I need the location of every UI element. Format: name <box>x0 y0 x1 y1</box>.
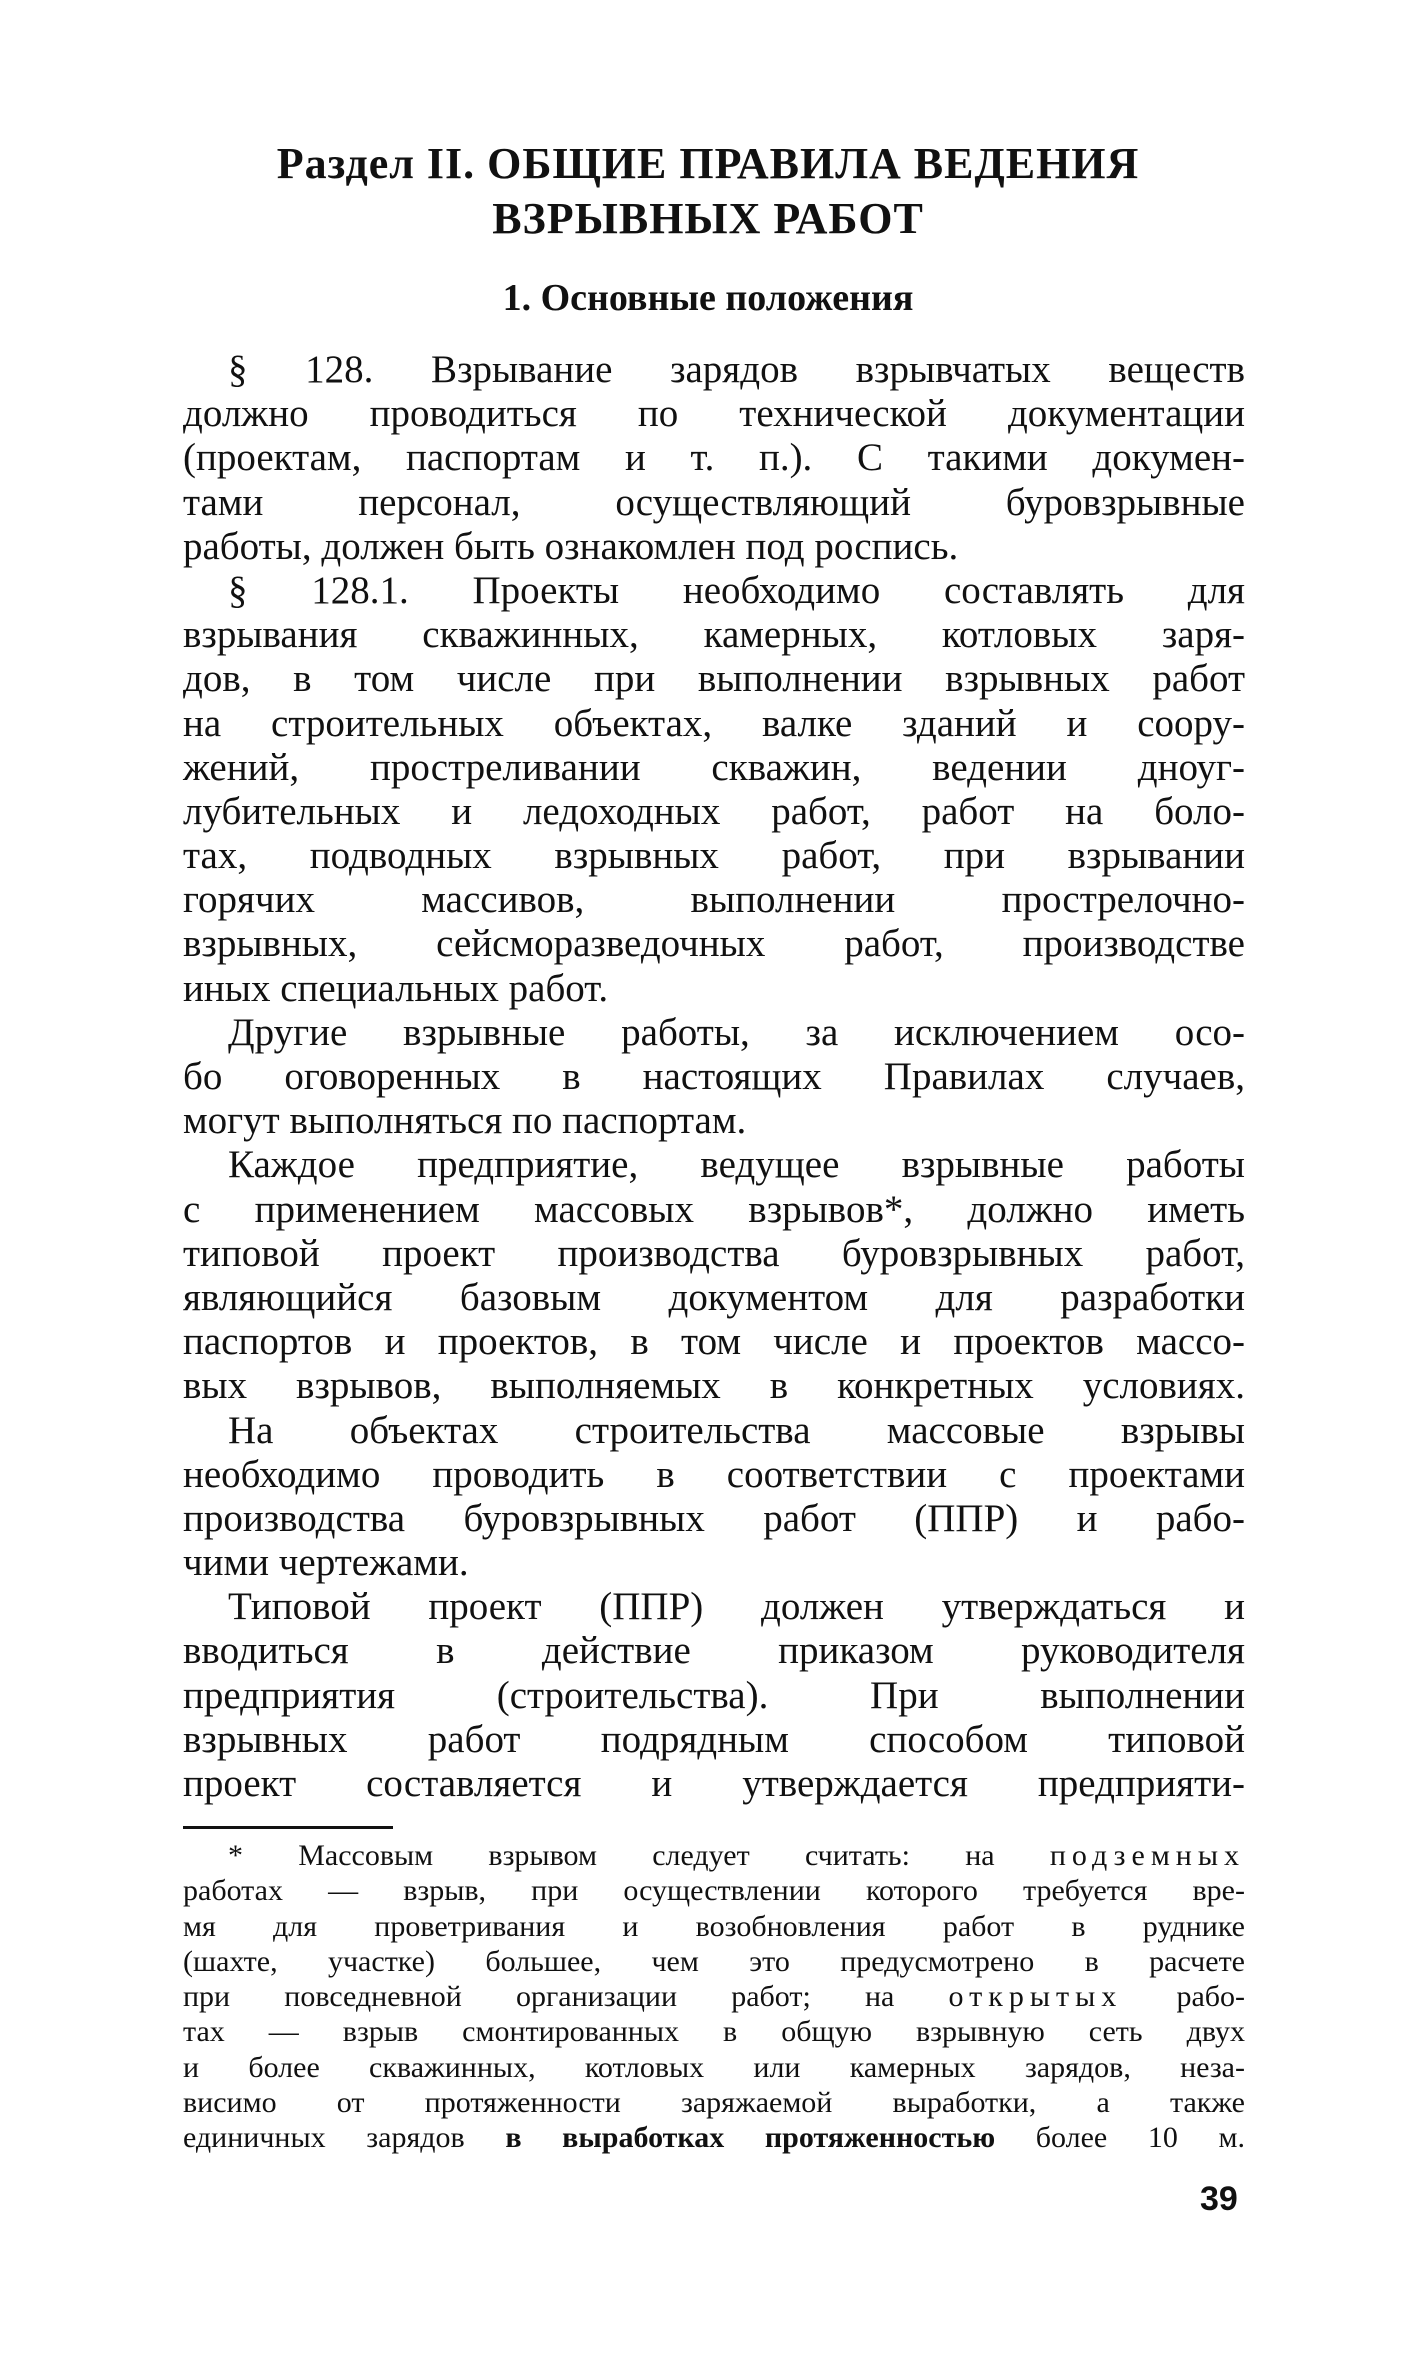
footnote-line <box>183 1979 1245 2014</box>
text-line: лубительных и ледоходных работ, работ на боло- <box>183 789 1245 833</box>
footnote-emphasis: открытых <box>948 1980 1123 2014</box>
text-line: § 128.1. Проекты необходимо составлять для <box>228 568 1245 612</box>
text-line: вых взрывов, выполняемых в конкретных условиях. <box>183 1364 1245 1408</box>
text-line: типовой проект производства буровзрывных работ, <box>183 1231 1245 1275</box>
text-line: иных специальных работ. <box>183 966 609 1010</box>
text-line: с применением массовых взрывов*, должно иметь <box>183 1187 1245 1231</box>
text-line: должно проводиться по технической документации <box>183 392 1245 436</box>
text-line: работы, должен быть ознакомлен под роспись. <box>183 524 959 568</box>
text-line: На объектах строительства массовые взрывы <box>228 1408 1245 1452</box>
paragraph <box>183 1585 1245 1806</box>
page-number: 39 <box>1200 2180 1238 2218</box>
footnote-text: рабо- <box>1176 1980 1246 2014</box>
text-line: необходимо проводить в соответствии с проектами <box>183 1452 1245 1496</box>
footnote-divider <box>183 1826 393 1829</box>
text-line: являющийся базовым документом для разработки <box>183 1275 1245 1319</box>
paragraph <box>183 1143 1245 1408</box>
footnote-line: висимо от протяженности заряжаемой выработки, а также <box>183 2086 1245 2120</box>
text-line: взрывных работ подрядным способом типовой <box>183 1717 1245 1761</box>
paragraph-128-1 <box>183 569 1245 1011</box>
footnote-line: мя для проветривания и возобновления работ в руднике <box>183 1909 1245 1943</box>
section-title-line2: ВЗРЫВНЫХ РАБОТ <box>492 194 924 243</box>
text-line: дов, в том числе при выполнении взрывных работ <box>183 657 1245 701</box>
text-line: бо оговоренных в настоящих Правилах случаев, <box>183 1055 1245 1098</box>
footnote-text: более 10 м. <box>1035 2121 1245 2155</box>
text-line: вводиться в действие приказом руководителя <box>183 1629 1245 1673</box>
section-title: Раздел II. ОБЩИЕ ПРАВИЛА ВЕДЕНИЯ <box>276 139 1140 188</box>
text-line: предприятия (строительства). При выполнении <box>183 1673 1245 1717</box>
text-line: § 128. Взрывание зарядов взрывчатых веществ <box>228 348 1245 391</box>
footnote-emphasis: подземных <box>1049 1839 1246 1872</box>
text-line: взрывных, сейсморазведочных работ, производстве <box>183 922 1245 966</box>
footnote-line: и более скважинных, котловых или камерных зарядов, неза- <box>183 2050 1245 2084</box>
text-line: Другие взрывные работы, за исключением осо- <box>228 1010 1245 1054</box>
text-line: взрывания скважинных, камерных, котловых заря- <box>183 613 1245 657</box>
footnote <box>183 1838 1245 2156</box>
text-line: паспортов и проектов, в том числе и проектов массо- <box>183 1320 1245 1364</box>
text-line: Типовой проект (ППР) должен утверждаться и <box>228 1585 1245 1629</box>
footnote-text: единичных зарядов <box>183 2121 465 2155</box>
footnote-text: * Массовым взрывом следует считать: на <box>228 1839 995 1872</box>
text-line: горячих массивов, выполнении прострелочно- <box>183 878 1245 922</box>
footnote-line: работах — взрыв, при осуществлении которого требуется вре- <box>183 1874 1245 1908</box>
paragraph <box>183 1011 1245 1144</box>
text-line: могут выполняться по паспортам. <box>183 1099 747 1143</box>
text-line: производства буровзрывных работ (ППР) и рабо- <box>183 1496 1245 1540</box>
footnote-bold-text: в выработках протяженностью <box>505 2121 996 2155</box>
text-line: тами персонал, осуществляющий буровзрывные <box>183 480 1245 524</box>
footnote-line <box>183 1838 1245 1873</box>
text-line: жений, простреливании скважин, ведении дноуг- <box>183 745 1245 789</box>
subsection-title: 1. Основные положения <box>502 277 914 319</box>
footnote-text: при повседневной организации работ; на <box>183 1980 895 2014</box>
text-line: (проектам, паспортам и т. п.). С такими докумен- <box>183 436 1245 480</box>
text-line: тах, подводных взрывных работ, при взрывании <box>183 834 1245 878</box>
body-text <box>183 348 1245 1806</box>
footnote-line: (шахте, участке) большее, чем это предусмотрено в расчете <box>183 1944 1245 1978</box>
paragraph <box>183 1409 1245 1586</box>
text-line: чими чертежами. <box>183 1541 469 1585</box>
text-line: на строительных объектах, валке зданий и соору- <box>183 701 1245 745</box>
paragraph-128 <box>183 348 1245 569</box>
text-line: проект составляется и утверждается предприяти- <box>183 1762 1245 1805</box>
footnote-line <box>183 2120 1245 2155</box>
footnote-line: тах — взрыв смонтированных в общую взрывную сеть двух <box>183 2015 1245 2049</box>
text-line: Каждое предприятие, ведущее взрывные работы <box>228 1143 1245 1187</box>
